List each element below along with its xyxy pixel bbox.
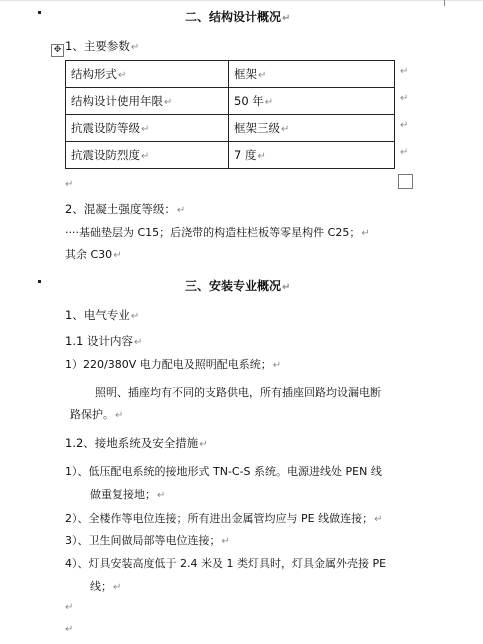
row-end-mark: ↵ [400,147,409,158]
paragraph-lamp-line1: 4）、灯具安装高度低于 2.4 米及 1 类灯具时，灯具金属外壳接 PE [65,557,387,570]
row-end-mark: ↵ [400,93,409,104]
paragraph-power-system: 1）220/380V 电力配电及照明配电系统；↵ [65,358,282,371]
table-row [66,142,395,169]
paragraph-bullet [38,11,41,14]
parameters-table [65,60,395,169]
paragraph-bullet [38,280,41,283]
table-row [66,88,395,115]
table-cell[interactable]: 框架↵ [229,61,395,88]
paragraph-grounding-line2: 做重复接地；↵ [90,488,166,501]
paragraph-bathroom: 3）、卫生间做局部等电位连接；↵ [65,534,230,547]
subheading-concrete-grade: 2、混凝土强度等级：↵ [65,202,186,216]
section-heading-installation: 三、安装专业概况↵ [185,279,291,293]
table-row [66,61,395,88]
table-cell[interactable]: 7 度↵ [229,142,395,169]
empty-paragraph-mark: ↵ [65,602,74,613]
paragraph-electrical: 1、电气专业↵ [65,308,140,322]
paragraph-grounding-line1: 1）、低压配电系统的接地形式 TN-C-S 系统。电源进线处 PEN 线 [65,465,382,478]
paragraph-lighting-line2: 路保护。↵ [70,408,124,421]
paragraph-lighting-line1: 照明、插座均有不同的支路供电，所有插座回路均设漏电断 [95,386,381,399]
table-cell[interactable]: 抗震设防烈度↵ [66,142,229,169]
paragraph-lamp-line2: 线；↵ [90,580,122,593]
concrete-grade-line: 其余 C30↵ [65,248,122,261]
paragraph-design-content: 1.1 设计内容↵ [65,334,143,348]
paragraph-equipotential: 2）、全楼作等电位连接；所有进出金属管均应与 PE 线做连接；↵ [65,512,383,525]
table-row [66,115,395,142]
page-margin-corner [444,0,445,6]
paragraph-grounding-heading: 1.2、接地系统及安全措施↵ [65,436,208,450]
page-top-edge [0,0,483,1]
table-cell[interactable]: 框架三级↵ [229,115,395,142]
table-move-handle-icon[interactable]: ✥ [51,44,64,57]
empty-paragraph-mark: ↵ [65,179,74,190]
section-heading-structure: 二、结构设计概况↵ [185,10,291,24]
subheading-main-params: 1、主要参数↵ [65,39,140,53]
row-end-mark: ↵ [400,66,409,77]
table-cell[interactable]: 结构形式↵ [66,61,229,88]
table-resize-handle[interactable] [398,174,413,189]
empty-paragraph-mark: ↵ [65,624,74,635]
table-cell[interactable]: 50 年↵ [229,88,395,115]
row-end-mark: ↵ [400,120,409,131]
concrete-grade-line: ····基础垫层为 C15；后浇带的构造柱栏板等零星构件 C25；↵ [65,226,370,239]
table-cell[interactable]: 结构设计使用年限↵ [66,88,229,115]
table-cell[interactable]: 抗震设防等级↵ [66,115,229,142]
